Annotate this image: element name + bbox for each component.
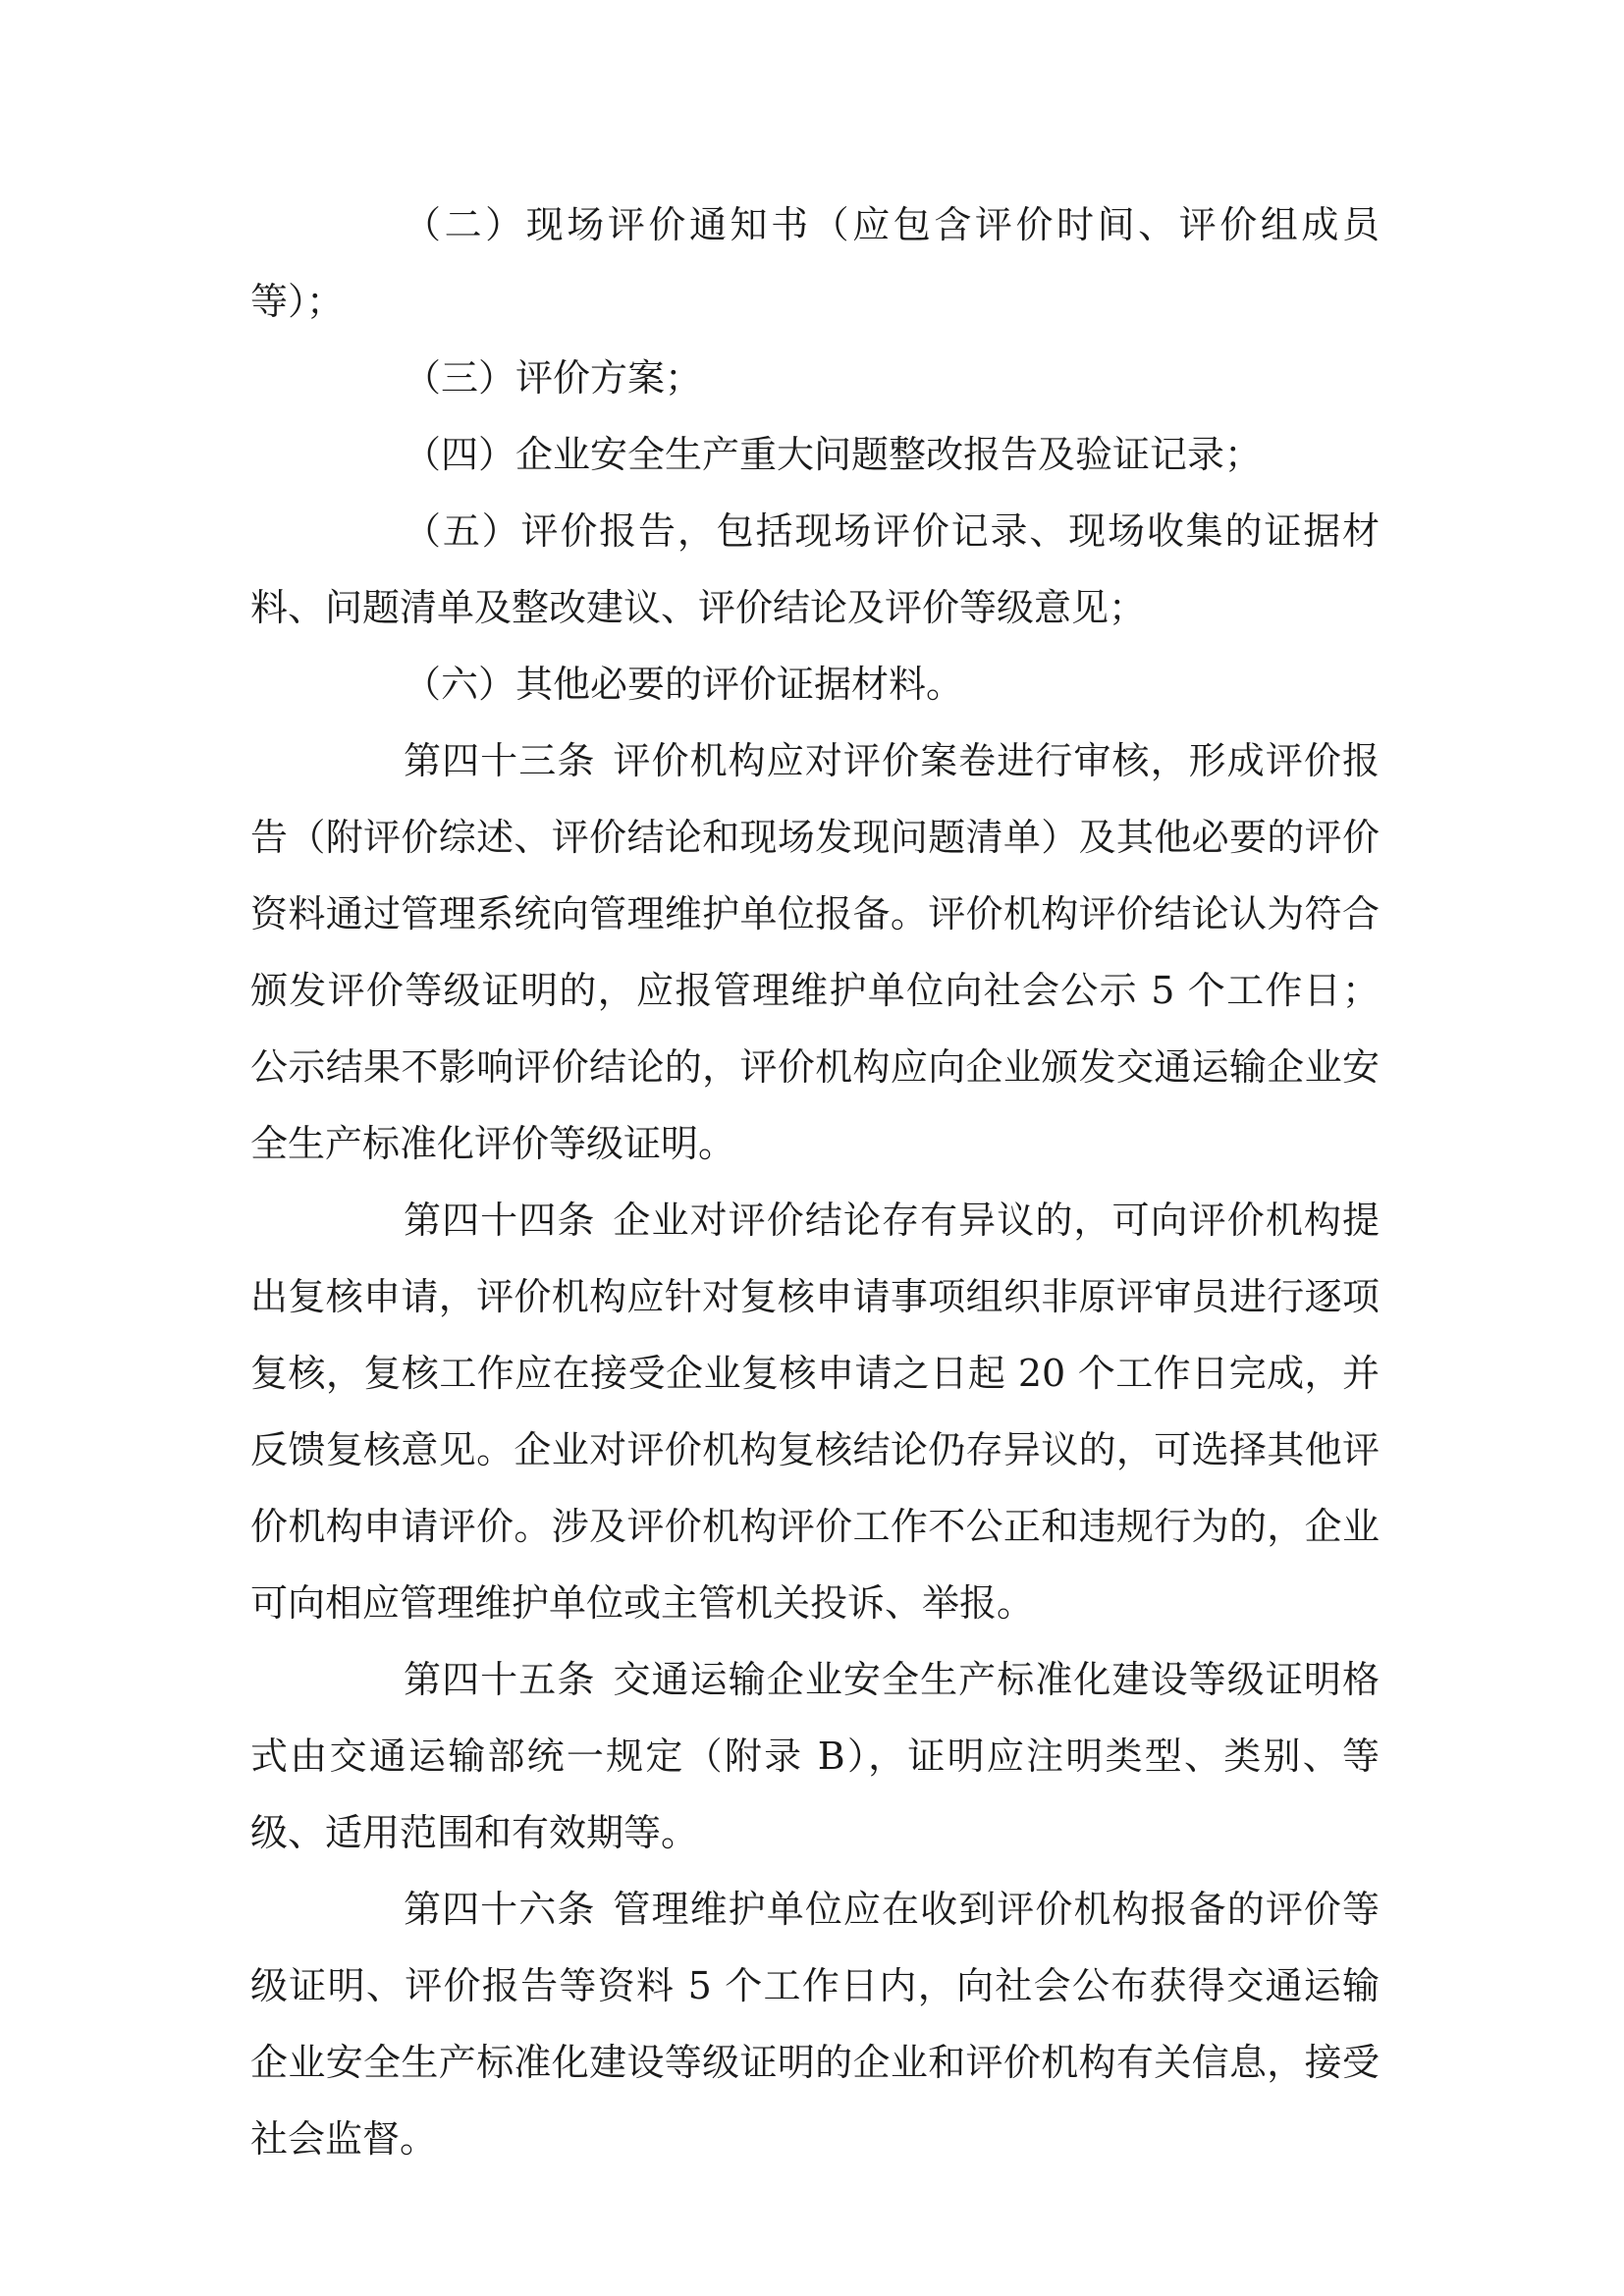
- article-45: [250, 1641, 1380, 1871]
- list-item: （四）企业安全生产重大问题整改报告及验证记录；: [404, 433, 1263, 476]
- article-text: 管理维护单位应在收到评价机构报备的评价等级证明、评价报告等资料 5 个工作日内，向社会公布获得交通运输企业安全生产标准化建设等级证明的企业和评价机构有关信息，接受社会监督。: [250, 1888, 1380, 2161]
- article-text: 交通运输企业安全生产标准化建设等级证明格式由交通运输部统一规定（附录 B），证明应注明类型、类别、等级、适用范围和有效期等。: [250, 1658, 1380, 1854]
- article-number: 第四十五条: [404, 1658, 596, 1701]
- article-text: 企业对评价结论存有异议的，可向评价机构提出复核申请，评价机构应针对复核申请事项组织非原评审员进行逐项复核，复核工作应在接受企业复核申请之日起 20 个工作日完成，并反馈复核意见。企业对评价机构复核结论仍存异议的，可选择其他评价机构申请评价。涉及评价机构评价工作不公正和违规行为的，企业可向相应管理维护单位或主管机关投诉、举报。: [250, 1199, 1380, 1625]
- list-item: （五）评价报告，包括现场评价记录、现场收集的证据材料、问题清单及整改建议、评价结论及评价等级意见；: [250, 509, 1380, 629]
- list-item: （三）评价方案；: [404, 356, 703, 400]
- article-text: 评价机构应对评价案卷进行审核，形成评价报告（附评价综述、评价结论和现场发现问题清单）及其他必要的评价资料通过管理系统向管理维护单位报备。评价机构评价结论认为符合颁发评价等级证明的，应报管理维护单位向社会公示 5 个工作日；公示结果不影响评价结论的，评价机构应向企业颁发交通运输企业安全生产标准化评价等级证明。: [250, 739, 1380, 1165]
- article-46: [250, 1871, 1380, 2177]
- list-item: （二）现场评价通知书（应包含评价时间、评价组成员等）；: [250, 203, 1380, 323]
- list-item: （六）其他必要的评价证据材料。: [404, 663, 964, 706]
- document-body: [250, 187, 1380, 2177]
- article-number: 第四十六条: [404, 1888, 596, 1931]
- article-43: [250, 722, 1380, 1182]
- article-44: [250, 1182, 1380, 1641]
- article-number: 第四十四条: [404, 1199, 596, 1242]
- article-number: 第四十三条: [404, 739, 596, 782]
